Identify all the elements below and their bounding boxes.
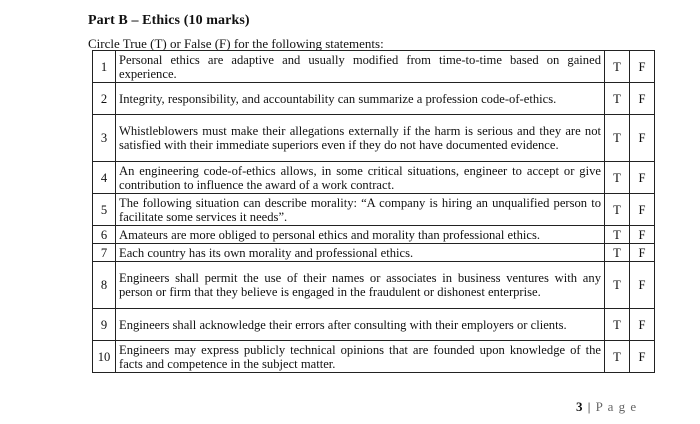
false-option[interactable]: F	[630, 244, 655, 262]
question-number: 1	[93, 51, 116, 83]
false-option[interactable]: F	[630, 262, 655, 309]
question-number: 9	[93, 309, 116, 341]
question-statement: Each country has its own morality and professional ethics.	[116, 244, 605, 262]
false-option[interactable]: F	[630, 51, 655, 83]
true-option[interactable]: T	[605, 244, 630, 262]
question-number: 7	[93, 244, 116, 262]
page-footer	[576, 399, 637, 415]
instructions: Circle True (T) or False (F) for the following statements:	[88, 36, 384, 51]
true-option[interactable]: T	[605, 262, 630, 309]
table-row	[93, 309, 655, 341]
true-false-table	[92, 50, 655, 373]
true-option[interactable]: T	[605, 115, 630, 162]
table-row	[93, 262, 655, 309]
question-statement: Whistleblowers must make their allegations externally if the harm is serious and they are not satisfied with their immediate superiors even if they do not have documented evidence.	[116, 115, 605, 162]
true-option[interactable]: T	[605, 51, 630, 83]
question-statement: An engineering code-of-ethics allows, in some critical situations, engineer to accept or give contribution to influence the award of a work contract.	[116, 162, 605, 194]
table-row	[93, 83, 655, 115]
question-number: 6	[93, 226, 116, 244]
table-row	[93, 51, 655, 83]
false-option[interactable]: F	[630, 194, 655, 226]
table-row	[93, 194, 655, 226]
page-number: 3	[576, 399, 584, 414]
question-statement: Personal ethics are adaptive and usually modified from time-to-time based on gained experience.	[116, 51, 605, 83]
table-row	[93, 226, 655, 244]
false-option[interactable]: F	[630, 115, 655, 162]
question-number: 5	[93, 194, 116, 226]
false-option[interactable]: F	[630, 162, 655, 194]
true-option[interactable]: T	[605, 309, 630, 341]
true-option[interactable]: T	[605, 341, 630, 373]
table-row	[93, 341, 655, 373]
true-option[interactable]: T	[605, 194, 630, 226]
table-row	[93, 162, 655, 194]
question-number: 2	[93, 83, 116, 115]
question-number: 8	[93, 262, 116, 309]
table-row	[93, 244, 655, 262]
true-option[interactable]: T	[605, 162, 630, 194]
false-option[interactable]: F	[630, 309, 655, 341]
question-statement: Amateurs are more obliged to personal ethics and morality than professional ethics.	[116, 226, 605, 244]
false-option[interactable]: F	[630, 226, 655, 244]
question-number: 4	[93, 162, 116, 194]
question-statement: The following situation can describe morality: “A company is hiring an unqualified person to facilitate some services it needs”.	[116, 194, 605, 226]
question-statement: Engineers may express publicly technical opinions that are founded upon knowledge of the facts and competence in the subject matter.	[116, 341, 605, 373]
table-row	[93, 115, 655, 162]
question-statement: Engineers shall acknowledge their errors after consulting with their employers or clients.	[116, 309, 605, 341]
question-statement: Integrity, responsibility, and accountability can summarize a profession code-of-ethics.	[116, 83, 605, 115]
true-option[interactable]: T	[605, 226, 630, 244]
section-heading: Part B – Ethics (10 marks)	[88, 13, 250, 28]
false-option[interactable]: F	[630, 83, 655, 115]
false-option[interactable]: F	[630, 341, 655, 373]
true-option[interactable]: T	[605, 83, 630, 115]
page-separator: |	[587, 399, 592, 414]
question-statement: Engineers shall permit the use of their names or associates in business ventures with any person or firm that they believe is engaged in the fraudulent or dishonest enterprise.	[116, 262, 605, 309]
question-number: 10	[93, 341, 116, 373]
page-label: P a g e	[595, 399, 638, 414]
question-number: 3	[93, 115, 116, 162]
